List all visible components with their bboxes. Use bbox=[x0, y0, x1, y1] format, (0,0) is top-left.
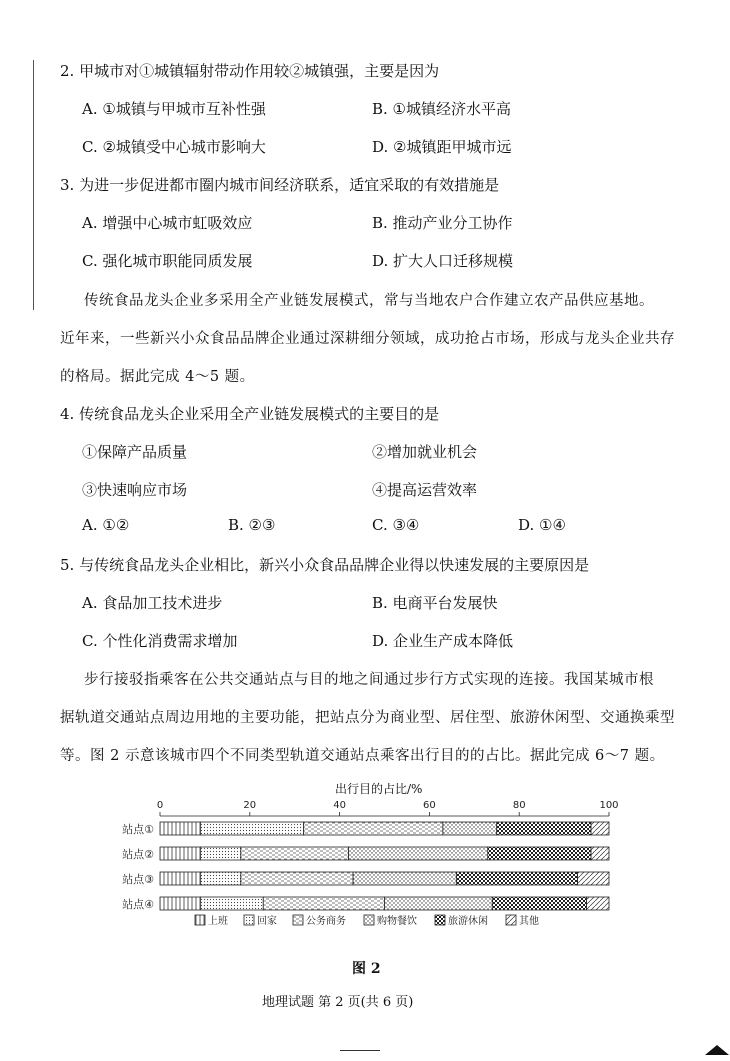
q4-option-c: C. ③④ bbox=[372, 516, 420, 534]
passage-1-line-2: 近年来，一些新兴小众食品品牌企业通过深耕细分领域，成功抢占市场，形成与龙头企业共存 bbox=[60, 331, 675, 347]
bar-segment bbox=[160, 897, 200, 910]
q4-option-d: D. ①④ bbox=[518, 516, 566, 534]
q4-item-3: ③快速响应市场 bbox=[82, 481, 188, 499]
q3-option-b: B. 推动产业分工协作 bbox=[372, 214, 513, 232]
legend-swatch bbox=[364, 915, 374, 925]
x-tick-label: 60 bbox=[423, 800, 436, 811]
legend-label: 上班 bbox=[208, 916, 228, 927]
question-3-stem: 3. 为进一步促进都市圈内城市间经济联系，适宜采取的有效措施是 bbox=[60, 176, 500, 194]
q5-option-a: A. 食品加工技术进步 bbox=[82, 594, 223, 612]
bar-segment bbox=[587, 897, 609, 910]
q3-option-a: A. 增强中心城市虹吸效应 bbox=[82, 214, 253, 232]
q3-option-c: C. 强化城市职能同质发展 bbox=[82, 252, 253, 270]
q4-item-4: ④提高运营效率 bbox=[372, 481, 478, 499]
category-label: 站点① bbox=[122, 823, 154, 836]
bar-segment bbox=[200, 872, 240, 885]
x-tick-label: 100 bbox=[599, 800, 619, 811]
passage-2-line-3: 等。图 2 示意该城市四个不同类型轨道交通站点乘客出行目的的占比。据此完成 6～7 题。 bbox=[60, 748, 665, 764]
legend-swatch bbox=[195, 915, 205, 925]
bar-segment bbox=[578, 872, 609, 885]
bar-segment bbox=[160, 872, 200, 885]
legend-swatch bbox=[435, 915, 445, 925]
bar-segment bbox=[497, 822, 591, 835]
bar-segment bbox=[263, 897, 384, 910]
stacked-bar-chart bbox=[95, 796, 635, 941]
bar-segment bbox=[200, 847, 240, 860]
bar-segment bbox=[353, 872, 456, 885]
q5-option-b: B. 电商平台发展快 bbox=[372, 594, 498, 612]
x-tick-label: 80 bbox=[512, 800, 526, 811]
q2-option-a: A. ①城镇与甲城市互补性强 bbox=[82, 100, 266, 118]
bar-segment bbox=[492, 897, 586, 910]
passage-1-line-3: 的格局。据此完成 4～5 题。 bbox=[60, 369, 255, 385]
bar-segment bbox=[160, 847, 200, 860]
bar-segment bbox=[200, 822, 303, 835]
x-tick-label: 20 bbox=[243, 800, 257, 811]
q5-option-d: D. 企业生产成本降低 bbox=[372, 632, 514, 650]
bar-segment bbox=[200, 897, 263, 910]
legend-label: 公务商务 bbox=[306, 916, 346, 927]
figure-label: 图 2 bbox=[352, 961, 381, 977]
q4-item-1: ①保障产品质量 bbox=[82, 443, 188, 461]
corner-mark bbox=[705, 1045, 729, 1055]
legend-label: 其他 bbox=[519, 916, 539, 927]
q4-option-a: A. ①② bbox=[82, 516, 130, 534]
category-label: 站点③ bbox=[122, 873, 154, 886]
x-tick-label: 40 bbox=[333, 800, 346, 811]
question-5-stem: 5. 与传统食品龙头企业相比，新兴小众食品品牌企业得以快速发展的主要原因是 bbox=[60, 556, 590, 574]
legend-swatch bbox=[293, 915, 303, 925]
bar-segment bbox=[241, 872, 353, 885]
bar-segment bbox=[456, 872, 577, 885]
passage-1-line-1: 传统食品龙头企业多采用全产业链发展模式，常与当地农户合作建立农产品供应基地。 bbox=[84, 293, 654, 309]
q2-option-c: C. ②城镇受中心城市影响大 bbox=[82, 138, 266, 156]
bar-segment bbox=[591, 847, 609, 860]
bar-segment bbox=[241, 847, 349, 860]
legend-label: 回家 bbox=[257, 916, 277, 927]
passage-2-line-1: 步行接驳指乘客在公共交通站点与目的地之间通过步行方式实现的连接。我国某城市根 bbox=[84, 672, 654, 688]
page-left-rule bbox=[33, 60, 34, 310]
q5-option-c: C. 个性化消费需求增加 bbox=[82, 632, 238, 650]
q3-option-d: D. 扩大人口迁移规模 bbox=[372, 252, 514, 270]
legend-label: 旅游休闲 bbox=[448, 916, 488, 927]
q2-option-b: B. ①城镇经济水平高 bbox=[372, 100, 512, 118]
bar-segment bbox=[385, 897, 493, 910]
bar-segment bbox=[349, 847, 488, 860]
bottom-mark bbox=[340, 1050, 380, 1051]
bar-segment bbox=[591, 822, 609, 835]
bar-segment bbox=[160, 822, 200, 835]
category-label: 站点② bbox=[122, 848, 154, 861]
bar-segment bbox=[488, 847, 591, 860]
question-4-stem: 4. 传统食品龙头企业采用全产业链发展模式的主要目的是 bbox=[60, 405, 440, 423]
legend-swatch bbox=[244, 915, 254, 925]
category-label: 站点④ bbox=[122, 898, 154, 911]
q4-option-b: B. ②③ bbox=[228, 516, 276, 534]
legend-swatch bbox=[506, 915, 516, 925]
page-footer: 地理试题 第 2 页(共 6 页) bbox=[262, 995, 414, 1010]
x-tick-label: 0 bbox=[156, 800, 164, 811]
bar-segment bbox=[304, 822, 443, 835]
q4-item-2: ②增加就业机会 bbox=[372, 443, 478, 461]
question-2-stem: 2. 甲城市对①城镇辐射带动作用较②城镇强，主要是因为 bbox=[60, 62, 440, 80]
bar-segment bbox=[443, 822, 497, 835]
q2-option-d: D. ②城镇距甲城市远 bbox=[372, 138, 512, 156]
chart-title: 出行目的占比/% bbox=[335, 782, 423, 796]
passage-2-line-2: 据轨道交通站点周边用地的主要功能，把站点分为商业型、居住型、旅游休闲型、交通换乘型 bbox=[60, 710, 675, 726]
legend-label: 购物餐饮 bbox=[377, 916, 417, 927]
